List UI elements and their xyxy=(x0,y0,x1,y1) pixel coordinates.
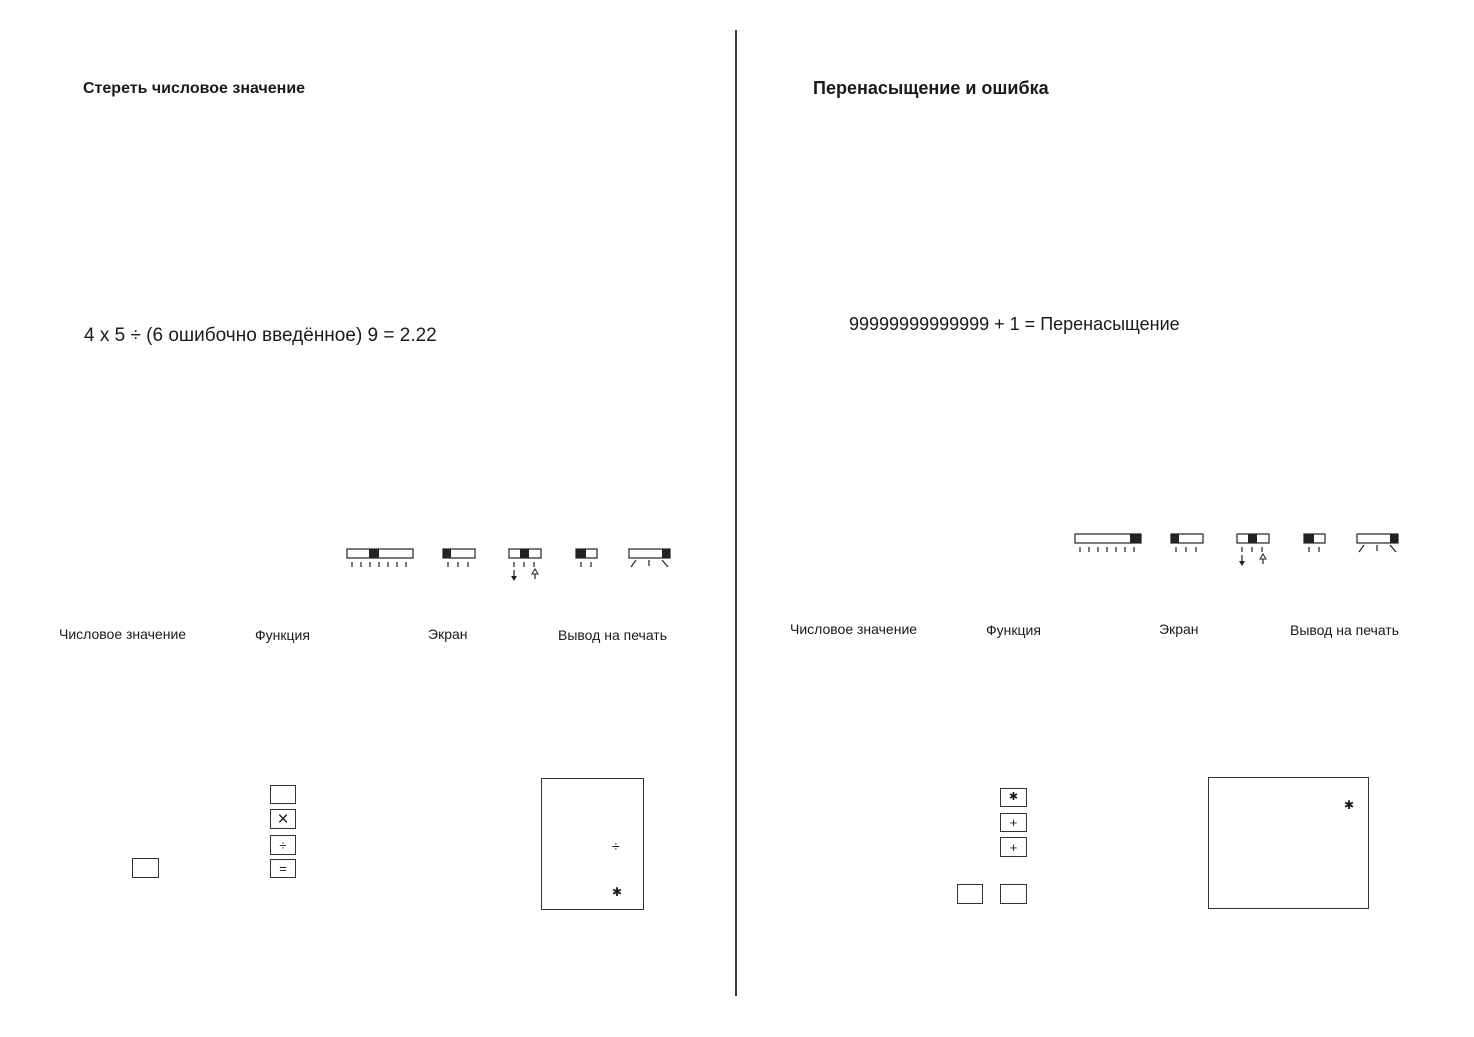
left-function-switch-icon xyxy=(442,548,478,570)
right-mode-switch-icon xyxy=(1356,533,1402,555)
left-tape-total-mark: ✱ xyxy=(612,885,623,899)
right-print-switch-icon xyxy=(1303,533,1329,555)
left-equals-key: = xyxy=(270,859,296,878)
right-function-switch-icon xyxy=(1170,533,1206,555)
left-example-expression: 4 x 5 ÷ (6 ошибочно введённое) 9 = 2.22 xyxy=(84,325,437,346)
left-multiply-key: × xyxy=(270,809,296,829)
right-decimal-switch-icon xyxy=(1074,533,1144,555)
left-column-function: Функция xyxy=(255,627,310,643)
right-number-key xyxy=(957,884,983,904)
left-column-print: Вывод на печать xyxy=(558,627,668,643)
left-number-key xyxy=(132,858,159,878)
left-clear-entry-key xyxy=(270,785,296,804)
left-print-switch-icon xyxy=(575,548,601,570)
left-section-title: Стереть числовое значение xyxy=(83,80,306,97)
right-section-title: Перенасыщение и ошибка xyxy=(813,78,1049,98)
right-example-expression: 99999999999999 + 1 = Перенасыщение xyxy=(849,314,1180,334)
right-printout-tape xyxy=(1208,777,1369,909)
page-divider xyxy=(735,30,737,996)
left-mode-switch-icon xyxy=(628,548,674,570)
left-divide-key: ÷ xyxy=(270,835,296,855)
right-column-number: Числовое значение xyxy=(790,621,918,637)
right-tape-total-mark: ✱ xyxy=(1344,798,1355,812)
left-tape-divide-mark: ÷ xyxy=(612,838,620,854)
left-decimal-switch-icon xyxy=(346,548,416,570)
right-column-function: Функция xyxy=(986,622,1041,638)
left-printout-tape xyxy=(541,778,644,910)
right-plus-key: + xyxy=(1000,813,1027,832)
left-column-number: Числовое значение xyxy=(59,626,187,642)
left-rounding-switch-icon xyxy=(508,548,544,582)
right-plus-key-second: + xyxy=(1000,837,1027,857)
left-column-display: Экран xyxy=(428,626,468,642)
right-column-display: Экран xyxy=(1159,621,1199,637)
right-clear-key xyxy=(1000,884,1027,904)
right-total-key: ✱ xyxy=(1000,788,1027,807)
right-rounding-switch-icon xyxy=(1236,533,1272,567)
right-column-print: Вывод на печать xyxy=(1290,622,1400,638)
